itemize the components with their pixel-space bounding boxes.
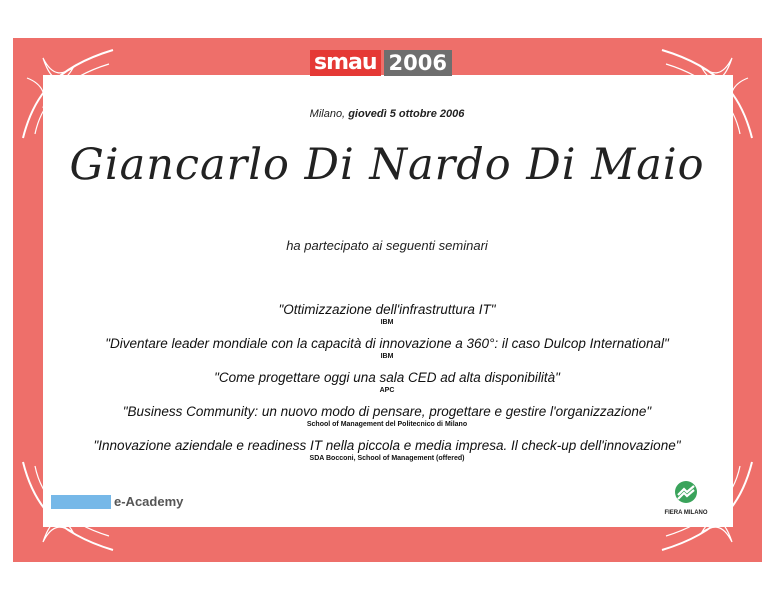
fiera-milano-icon <box>674 480 698 504</box>
date-value: giovedì 5 ottobre 2006 <box>348 108 465 120</box>
seminar-item <box>0 302 774 327</box>
seminar-organizer: IBM <box>380 319 394 326</box>
intro-text: ha partecipato ai seguenti seminari <box>286 238 488 253</box>
seminar-item <box>0 336 774 361</box>
seminar-title: "Come progettare oggi una sala CED ad alta disponibilità" <box>214 370 560 385</box>
seminar-item <box>0 438 774 463</box>
seminar-list <box>0 302 774 472</box>
fiera-milano-logo <box>656 480 716 516</box>
seminar-organizer: School of Management del Politecnico di Milano <box>306 421 468 428</box>
seminar-title: "Business Community: un nuovo modo di pensare, progettare e gestire l'organizzazione" <box>122 404 652 419</box>
seminar-organizer: SDA Bocconi, School of Management (offered) <box>309 455 465 462</box>
recipient-name: Giancarlo Di Nardo Di Maio <box>69 140 705 190</box>
seminar-title: "Innovazione aziendale e readiness IT nella piccola e media impresa. Il check-up dell'innovazione" <box>93 438 681 453</box>
e-academy-logo <box>51 494 183 509</box>
seminar-item <box>0 370 774 395</box>
e-academy-bar-icon <box>51 495 111 509</box>
smau-logo <box>310 50 452 76</box>
date-line <box>0 108 774 120</box>
seminar-organizer: IBM <box>380 353 394 360</box>
seminar-item <box>0 404 774 429</box>
e-academy-text: e-Academy <box>114 494 184 509</box>
seminar-organizer: APC <box>379 387 395 394</box>
smau-year-text: 2006 <box>384 50 452 76</box>
smau-brand-text: smau <box>310 50 381 76</box>
date-city: Milano, <box>309 108 349 120</box>
seminar-title: "Diventare leader mondiale con la capacità di innovazione a 360°: il caso Dulcop International" <box>105 336 669 351</box>
fiera-milano-text: FIERA MILANO <box>664 510 708 516</box>
seminar-title: "Ottimizzazione dell'infrastruttura IT" <box>278 302 496 317</box>
